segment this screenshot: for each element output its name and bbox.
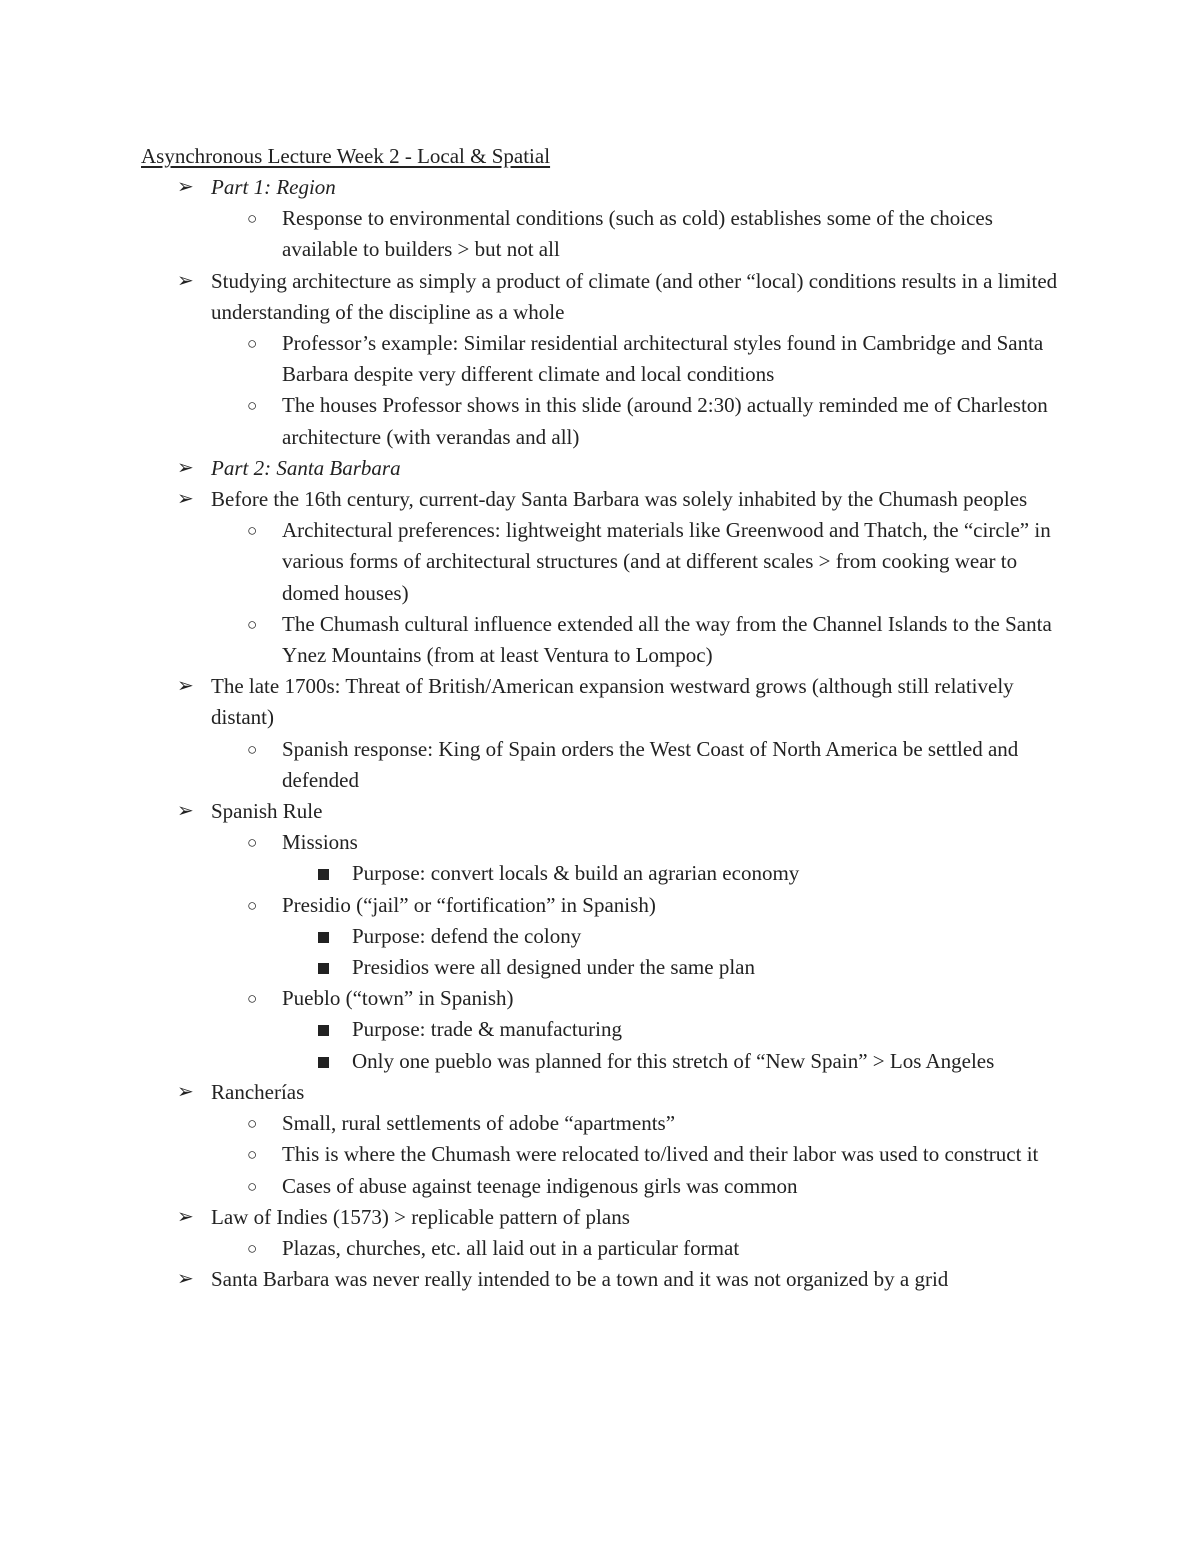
hollow-circle-bullet-icon: ○ xyxy=(247,334,258,354)
hollow-circle-bullet-icon: ○ xyxy=(247,1145,258,1165)
outline-item-text: Purpose: trade & manufacturing xyxy=(352,1017,623,1042)
arrowhead-bullet-icon: ➢ xyxy=(177,488,194,511)
hollow-circle-bullet-icon: ○ xyxy=(247,833,258,853)
hollow-circle-bullet-icon: ○ xyxy=(247,989,258,1009)
outline-item-text: Pueblo (“town” in Spanish) xyxy=(282,986,514,1011)
outline-item-level-3 xyxy=(0,858,1012,889)
arrowhead-bullet-icon: ➢ xyxy=(177,1268,194,1291)
outline-item-text: Purpose: convert locals & build an agrarian economy xyxy=(352,861,800,886)
outline-item-level-2 xyxy=(0,390,1062,452)
hollow-circle-bullet-icon: ○ xyxy=(247,209,258,229)
document-title: Asynchronous Lecture Week 2 - Local & Spatial xyxy=(141,144,551,168)
outline-item-level-2 xyxy=(0,609,1062,671)
outline-item-level-2 xyxy=(0,1171,1062,1202)
outline-item-text: Before the 16th century, current-day Santa Barbara was solely inhabited by the Chumash peoples xyxy=(211,487,1028,512)
outline-item-text: Spanish Rule xyxy=(211,799,323,824)
outline-item-level-1 xyxy=(0,1264,1061,1295)
outline-item-text: The Chumash cultural influence extended all the way from the Channel Islands to the Santa Ynez Mountains (from at least Ventura to Lompoc) xyxy=(282,611,1052,668)
outline-item-text: This is where the Chumash were relocated to/lived and their labor was used to construct it xyxy=(282,1142,1039,1167)
arrowhead-bullet-icon: ➢ xyxy=(177,800,194,823)
hollow-circle-bullet-icon: ○ xyxy=(247,1238,258,1258)
outline-item-text: Missions xyxy=(282,830,358,855)
arrowhead-bullet-icon: ➢ xyxy=(177,1080,194,1103)
outline-item-level-1 xyxy=(0,453,1061,484)
outline-item-text: Presidios were all designed under the same plan xyxy=(352,955,755,980)
arrowhead-bullet-icon: ➢ xyxy=(177,456,194,479)
filled-square-bullet-icon xyxy=(318,1025,329,1036)
outline-item-level-3 xyxy=(0,952,1012,983)
outline-item-text: The late 1700s: Threat of British/American expansion westward grows (although still relatively distant) xyxy=(211,674,1014,730)
outline-item-level-2 xyxy=(0,890,1062,921)
outline-item-level-2 xyxy=(0,515,1062,609)
outline-item-level-3 xyxy=(0,1014,1012,1045)
filled-square-bullet-icon xyxy=(318,1057,329,1068)
arrowhead-bullet-icon: ➢ xyxy=(177,675,194,698)
outline-item-level-2 xyxy=(0,827,1062,858)
outline-item-text: Professor’s example: Similar residential architectural styles found in Cambridge and Santa Barbara despite very different climate and local conditions xyxy=(282,331,1044,387)
hollow-circle-bullet-icon: ○ xyxy=(247,614,258,634)
outline-item-text: Law of Indies (1573) > replicable pattern of plans xyxy=(211,1204,630,1229)
outline-item-text: Only one pueblo was planned for this stretch of “New Spain” > Los Angeles xyxy=(352,1048,995,1073)
arrowhead-bullet-icon: ➢ xyxy=(177,1205,194,1228)
outline-item-text: Spanish response: King of Spain orders the West Coast of North America be settled and defended xyxy=(282,736,1019,792)
outline-item-level-1 xyxy=(0,266,1061,328)
outline-item-level-2 xyxy=(0,983,1062,1014)
notes-outline xyxy=(0,172,1200,1295)
outline-item-level-1 xyxy=(0,1077,1061,1108)
outline-item-text: Cases of abuse against teenage indigenous girls was common xyxy=(282,1173,798,1198)
outline-item-level-2 xyxy=(0,734,1062,796)
hollow-circle-bullet-icon: ○ xyxy=(247,396,258,416)
outline-item-level-3 xyxy=(0,1046,1012,1077)
hollow-circle-bullet-icon: ○ xyxy=(247,895,258,915)
filled-square-bullet-icon xyxy=(318,932,329,943)
arrowhead-bullet-icon: ➢ xyxy=(177,269,194,292)
outline-item-level-1 xyxy=(0,796,1061,827)
outline-item-level-1 xyxy=(0,671,1061,733)
outline-item-text: Small, rural settlements of adobe “apartments” xyxy=(282,1111,676,1136)
filled-square-bullet-icon xyxy=(318,869,329,880)
filled-square-bullet-icon xyxy=(318,963,329,974)
outline-item-level-2 xyxy=(0,1139,1062,1170)
outline-item-text: The houses Professor shows in this slide (around 2:30) actually reminded me of Charleston architecture (with verandas and all) xyxy=(282,393,1048,449)
hollow-circle-bullet-icon: ○ xyxy=(247,1114,258,1134)
outline-item-text: Architectural preferences: lightweight materials like Greenwood and Thatch, the “circle” in various forms of architectural structures (and at different scales > from cooking wear to domed houses) xyxy=(282,518,1051,605)
outline-item-text: Purpose: defend the colony xyxy=(352,923,582,948)
outline-item-text: Part 2: Santa Barbara xyxy=(211,455,401,480)
outline-item-level-1 xyxy=(0,1202,1061,1233)
outline-item-level-2 xyxy=(0,1108,1062,1139)
hollow-circle-bullet-icon: ○ xyxy=(247,521,258,541)
outline-item-text: Response to environmental conditions (such as cold) establishes some of the choices available to builders > but not all xyxy=(282,206,993,262)
outline-item-text: Plazas, churches, etc. all laid out in a particular format xyxy=(282,1235,740,1260)
hollow-circle-bullet-icon: ○ xyxy=(247,1176,258,1196)
outline-item-level-2 xyxy=(0,328,1062,390)
outline-item-level-1 xyxy=(0,172,1061,203)
outline-item-level-2 xyxy=(0,203,1062,265)
outline-item-level-2 xyxy=(0,1233,1062,1264)
outline-item-text: Part 1: Region xyxy=(211,175,336,199)
outline-item-text: Presidio (“jail” or “fortification” in Spanish) xyxy=(282,892,656,917)
hollow-circle-bullet-icon: ○ xyxy=(247,739,258,759)
outline-item-text: Rancherías xyxy=(211,1079,305,1104)
arrowhead-bullet-icon: ➢ xyxy=(177,176,194,198)
outline-item-text: Studying architecture as simply a product of climate (and other “local) conditions results in a limited understanding of the discipline as a whole xyxy=(211,268,1058,324)
outline-item-text: Santa Barbara was never really intended to be a town and it was not organized by a grid xyxy=(211,1267,949,1292)
outline-item-level-1 xyxy=(0,484,1061,515)
outline-item-level-3 xyxy=(0,921,1012,952)
